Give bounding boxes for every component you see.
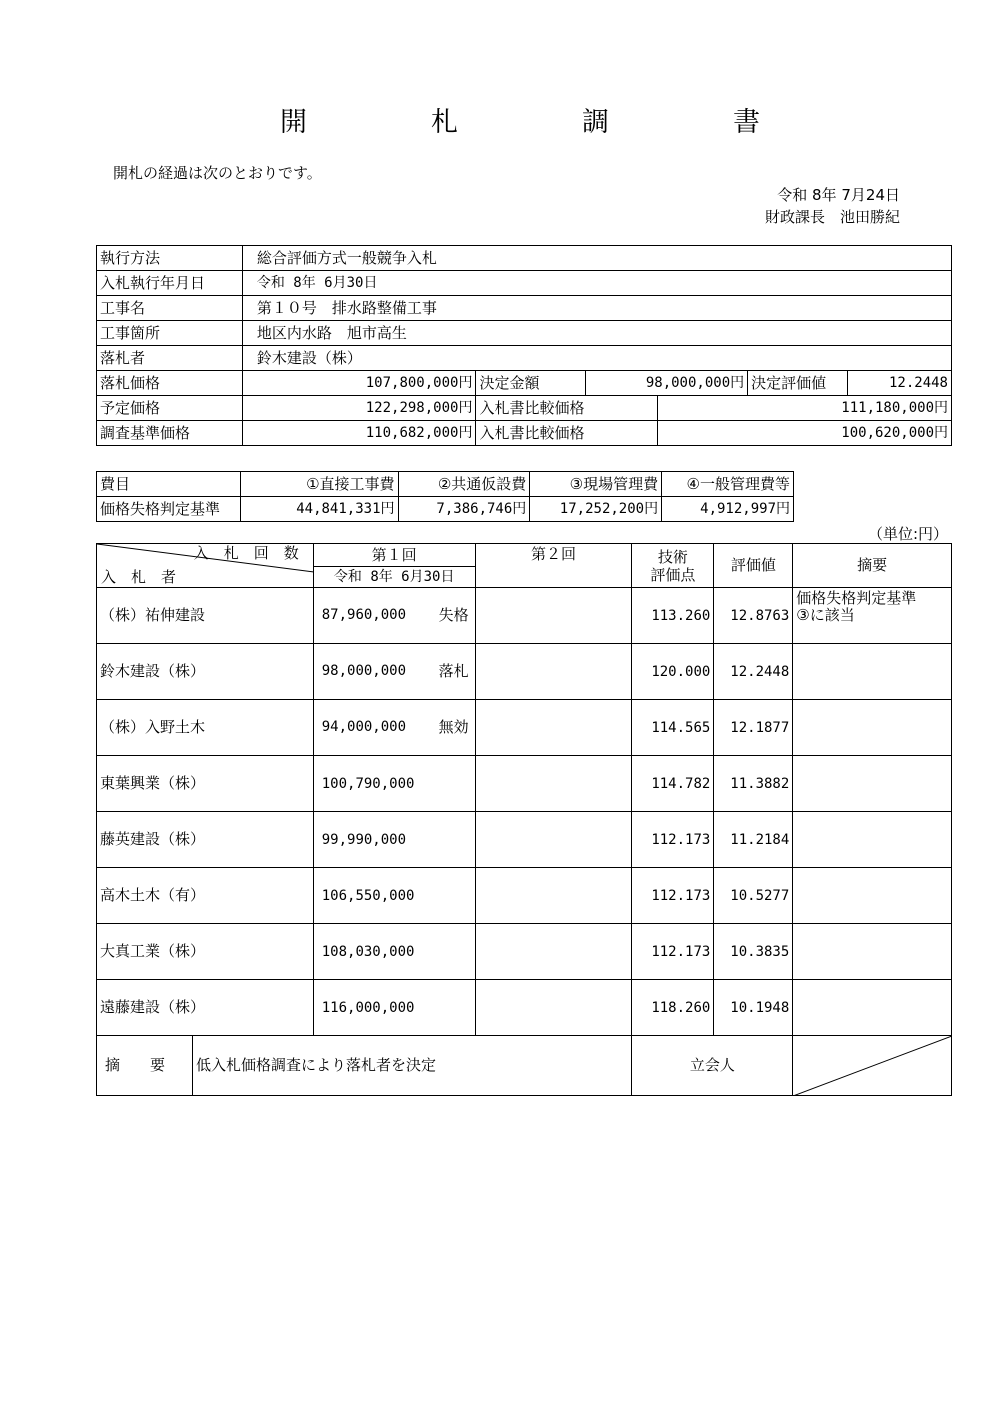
bid-amount: 106,550,000 bbox=[321, 887, 415, 904]
tech-score: 118.260 bbox=[632, 980, 714, 1036]
bid-row bbox=[97, 644, 952, 700]
bidder-name: 鈴木建設（株） bbox=[97, 644, 314, 700]
bid-amount: 116,000,000 bbox=[321, 999, 415, 1016]
cost-row-label: 価格失格判定基準 bbox=[97, 497, 241, 522]
score-value: 10.5277 bbox=[714, 868, 793, 924]
tech-score: 112.173 bbox=[632, 924, 714, 980]
bid-info-table bbox=[96, 245, 952, 446]
score-value: 11.2184 bbox=[714, 812, 793, 868]
cost-criteria-table bbox=[96, 471, 794, 522]
survey-price-label: 調査基準価格 bbox=[97, 421, 243, 446]
compare-price-value: 111,180,000円 bbox=[658, 396, 952, 421]
rounds-label: 入 札 回 数 bbox=[193, 544, 299, 562]
bid-row bbox=[97, 868, 952, 924]
winning-price-label: 落札価格 bbox=[97, 371, 243, 396]
bid-date-label: 入札執行年月日 bbox=[97, 271, 243, 296]
round2-amount bbox=[475, 868, 632, 924]
bid-status: 無効 bbox=[438, 718, 469, 736]
bid-amount: 100,790,000 bbox=[321, 775, 415, 792]
bid-row bbox=[97, 756, 952, 812]
bid-remark bbox=[793, 644, 952, 700]
bid-amount-cell bbox=[313, 644, 475, 700]
bidder-name: 東葉興業（株） bbox=[97, 756, 314, 812]
bid-remark bbox=[793, 980, 952, 1036]
bid-amount: 99,990,000 bbox=[321, 831, 407, 848]
bid-remark bbox=[793, 924, 952, 980]
bid-row bbox=[97, 980, 952, 1036]
round1-header bbox=[313, 544, 475, 588]
planned-price-label: 予定価格 bbox=[97, 396, 243, 421]
bid-amount-cell bbox=[313, 980, 475, 1036]
method-label: 執行方法 bbox=[97, 246, 243, 271]
remarks-header: 摘要 bbox=[793, 544, 952, 588]
score-value: 12.1877 bbox=[714, 700, 793, 756]
bid-amount-cell bbox=[313, 812, 475, 868]
witness-label: 立会人 bbox=[632, 1036, 793, 1096]
round2-header: 第２回 bbox=[475, 544, 632, 588]
bid-row bbox=[97, 700, 952, 756]
title-char: 札 bbox=[431, 107, 458, 138]
winner-value: 鈴木建設（株） bbox=[242, 346, 951, 371]
intro-text: 開札の経過は次のとおりです。 bbox=[113, 164, 322, 182]
round1-label: 第１回 bbox=[314, 544, 475, 567]
tech-score: 113.260 bbox=[632, 588, 714, 644]
bid-amount-cell bbox=[313, 588, 475, 644]
bid-remark bbox=[793, 812, 952, 868]
bid-amount-cell bbox=[313, 756, 475, 812]
bid-amount: 87,960,000 bbox=[321, 607, 407, 623]
cost-value: 17,252,200円 bbox=[530, 497, 662, 522]
cost-header: ④一般管理費等 bbox=[662, 472, 794, 497]
score-value: 12.2448 bbox=[714, 644, 793, 700]
decided-score-label: 決定評価値 bbox=[748, 371, 848, 396]
round1-date: 令和 8年 6月30日 bbox=[333, 569, 455, 585]
compare-price-label: 入札書比較価格 bbox=[476, 421, 658, 446]
bidder-name: （株）入野土木 bbox=[97, 700, 314, 756]
location-label: 工事箇所 bbox=[97, 321, 243, 346]
round2-amount bbox=[475, 924, 632, 980]
planned-price-value: 122,298,000円 bbox=[242, 396, 476, 421]
summary-text: 低入札価格調査により落札者を決定 bbox=[192, 1036, 631, 1096]
cost-value: 4,912,997円 bbox=[662, 497, 794, 522]
compare-price-value: 100,620,000円 bbox=[658, 421, 952, 446]
round2-amount bbox=[475, 588, 632, 644]
bid-status: 失格 bbox=[438, 606, 469, 624]
bid-row bbox=[97, 924, 952, 980]
tech-score-header: 技術 評価点 bbox=[632, 544, 714, 588]
tech-score: 120.000 bbox=[632, 644, 714, 700]
round2-amount bbox=[475, 756, 632, 812]
cost-header: ①直接工事費 bbox=[240, 472, 398, 497]
bid-row bbox=[97, 812, 952, 868]
decided-amount-label: 決定金額 bbox=[476, 371, 586, 396]
round2-amount bbox=[475, 700, 632, 756]
score-value: 10.3835 bbox=[714, 924, 793, 980]
bid-remark: 価格失格判定基準 ③に該当 bbox=[793, 588, 952, 644]
bidder-name: 大真工業（株） bbox=[97, 924, 314, 980]
compare-price-label: 入札書比較価格 bbox=[476, 396, 658, 421]
unit-label: （単位:円） bbox=[867, 525, 948, 543]
bid-status: 落札 bbox=[438, 662, 469, 680]
bidder-rounds-header bbox=[97, 544, 314, 588]
bid-amount: 98,000,000 bbox=[321, 663, 407, 679]
round2-amount bbox=[475, 644, 632, 700]
bidder-label: 入 札 者 bbox=[101, 568, 177, 586]
bid-amount-cell bbox=[313, 868, 475, 924]
title-char: 調 bbox=[582, 107, 609, 138]
bid-results-table bbox=[96, 543, 952, 1096]
work-name-value: 第１０号 排水路整備工事 bbox=[242, 296, 951, 321]
bid-amount: 108,030,000 bbox=[321, 943, 415, 960]
document-date: 令和 8年 7月24日 bbox=[777, 186, 900, 204]
bid-date-value: 令和 8年 6月30日 bbox=[242, 271, 951, 296]
score-header: 評価値 bbox=[714, 544, 793, 588]
score-value: 10.1948 bbox=[714, 980, 793, 1036]
work-name-label: 工事名 bbox=[97, 296, 243, 321]
witness-cell bbox=[793, 1036, 952, 1096]
bid-remark bbox=[793, 756, 952, 812]
round2-amount bbox=[475, 812, 632, 868]
document-title bbox=[280, 100, 760, 140]
bid-remark bbox=[793, 700, 952, 756]
cost-header: ②共通仮設費 bbox=[398, 472, 530, 497]
tech-score: 114.565 bbox=[632, 700, 714, 756]
survey-price-value: 110,682,000円 bbox=[242, 421, 476, 446]
document-author: 財政課長 池田勝紀 bbox=[764, 208, 900, 226]
decided-score-value: 12.2448 bbox=[848, 371, 952, 396]
bidder-name: 高木土木（有） bbox=[97, 868, 314, 924]
tech-score: 114.782 bbox=[632, 756, 714, 812]
bid-row bbox=[97, 588, 952, 644]
method-value: 総合評価方式一般競争入札 bbox=[242, 246, 951, 271]
diagonal-line bbox=[793, 1036, 952, 1096]
bid-amount-cell bbox=[313, 924, 475, 980]
score-value: 11.3882 bbox=[714, 756, 793, 812]
location-value: 地区内水路 旭市高生 bbox=[242, 321, 951, 346]
tech-score: 112.173 bbox=[632, 868, 714, 924]
cost-value: 44,841,331円 bbox=[240, 497, 398, 522]
bidder-name: （株）祐伸建設 bbox=[97, 588, 314, 644]
title-char: 開 bbox=[280, 107, 307, 138]
tech-score: 112.173 bbox=[632, 812, 714, 868]
title-char: 書 bbox=[733, 107, 760, 138]
cost-header: 費目 bbox=[97, 472, 241, 497]
bid-amount: 94,000,000 bbox=[321, 719, 407, 735]
summary-label: 摘 要 bbox=[97, 1036, 193, 1096]
bidder-name: 遠藤建設（株） bbox=[97, 980, 314, 1036]
bidder-name: 藤英建設（株） bbox=[97, 812, 314, 868]
decided-amount-value: 98,000,000円 bbox=[586, 371, 748, 396]
score-value: 12.8763 bbox=[714, 588, 793, 644]
winning-price-value: 107,800,000円 bbox=[242, 371, 476, 396]
bid-amount-cell bbox=[313, 700, 475, 756]
cost-header: ③現場管理費 bbox=[530, 472, 662, 497]
bid-remark bbox=[793, 868, 952, 924]
round2-amount bbox=[475, 980, 632, 1036]
cost-value: 7,386,746円 bbox=[398, 497, 530, 522]
winner-label: 落札者 bbox=[97, 346, 243, 371]
